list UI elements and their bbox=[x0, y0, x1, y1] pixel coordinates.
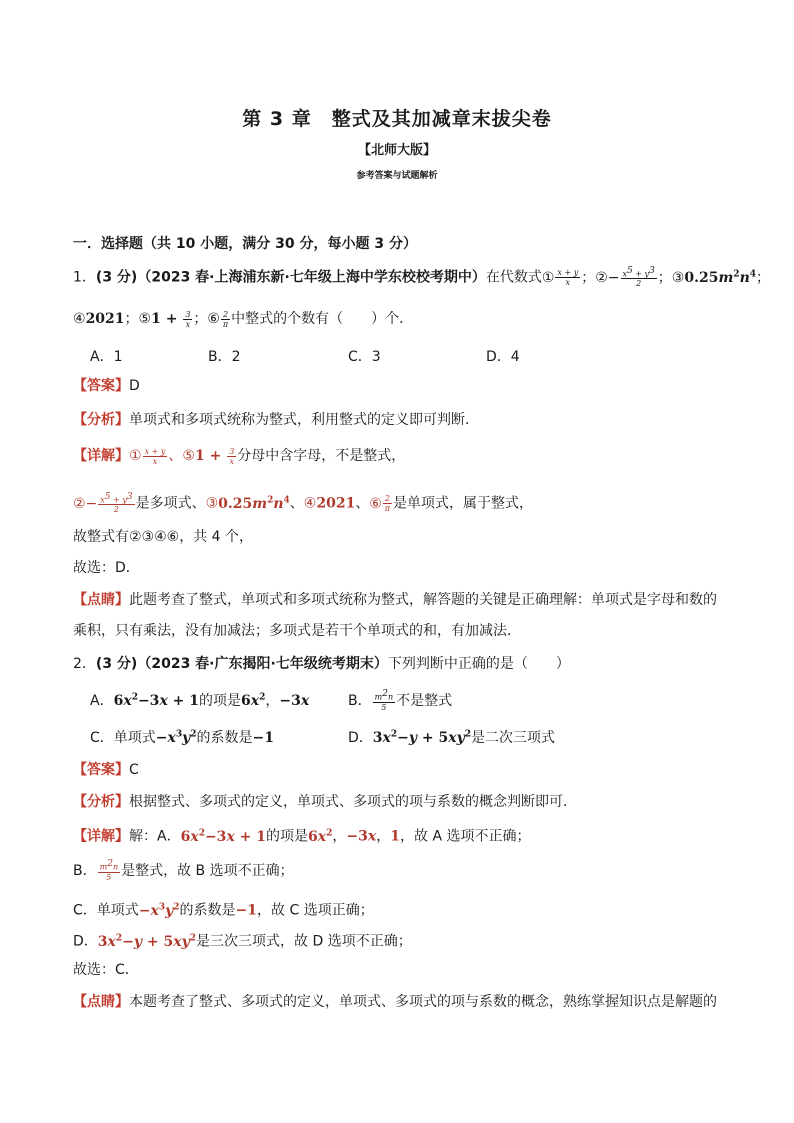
detail-expr: ① $\frac{x + y}{x}$ 、⑤1 + $\frac{3}{x}$ bbox=[129, 446, 235, 466]
stem-text: 在代数式 bbox=[485, 269, 542, 286]
comment-tag: 【点睛】 bbox=[73, 994, 129, 1010]
option-d: D．$3x^2-y + 5xy^2$是二次三项式 bbox=[348, 729, 556, 746]
comment-line-1 bbox=[73, 590, 717, 610]
comment-tag: 【点睛】 bbox=[73, 592, 129, 608]
answer-tag: 【答案】 bbox=[73, 762, 129, 778]
detail-line-b: B． $\frac{m^2n}{5}$ 是整式，故 B 选项不正确； bbox=[73, 859, 294, 882]
detail-line-c: C．单项式$-x^3y^2$的系数是−1，故 C 选项正确； bbox=[73, 902, 374, 919]
comment-line-2: 乘积，只有乘法，没有加减法；多项式是若干个单项式的和，有加减法． bbox=[73, 623, 521, 639]
edition-label: 【北师大版】 bbox=[357, 143, 436, 158]
question-source: （2023 春·广东揭阳·七年级统考期末） bbox=[137, 656, 388, 672]
detail-tag: 【详解】 bbox=[73, 448, 129, 464]
analysis-line bbox=[73, 410, 479, 430]
detail-text: 是单项式，属于整式， bbox=[392, 495, 533, 512]
question-number: 1． bbox=[73, 269, 96, 286]
option-b: B． $\frac{m^2n}{5}$ 不是整式 bbox=[348, 689, 453, 712]
option-c: C．单项式$-x^3y^2$的系数是−1 bbox=[90, 729, 275, 746]
option-a: A．$6x^2-3x + 1$的项是$6x^2$，−3x bbox=[90, 692, 310, 709]
stem-text: 下列判断中正确的是（ ） bbox=[387, 656, 570, 672]
question-source: （2023 春·上海浦东新·七年级上海中学东校校考期中） bbox=[137, 269, 486, 286]
comment-line bbox=[73, 992, 717, 1012]
question-2-stem bbox=[73, 654, 570, 674]
option-d: D．4 bbox=[486, 349, 520, 365]
expr-2: ④2021；⑤1 + $\frac{3}{x}$ ；⑥ $\frac{2}{\pi}$ bbox=[73, 309, 229, 329]
question-1-stem bbox=[73, 264, 770, 288]
answer-note: 参考答案与试题解析 bbox=[356, 171, 438, 181]
comment-text: 本题考查了整式、多项式的定义，单项式、多项式的项与系数的概念，熟练掌握知识点是解题的 bbox=[129, 994, 717, 1010]
detail-tag: 【详解】 bbox=[73, 828, 129, 845]
detail-line-e: 故选：C． bbox=[73, 962, 139, 978]
stem-text: 中整式的个数有（ ）个． bbox=[231, 311, 414, 327]
analysis-line bbox=[73, 792, 577, 812]
section-heading: 一．选择题（共 10 小题，满分 30 分，每小题 3 分） bbox=[73, 236, 417, 252]
answer-value: D bbox=[129, 378, 140, 394]
answer-tag: 【答案】 bbox=[73, 378, 129, 394]
expr-1: ① $\frac{x + y}{x}$ ；②− $\frac{x^5 + y^3}{2}$ ；$③0.25m^2n^4$； bbox=[541, 265, 771, 289]
option-b: B．2 bbox=[208, 349, 241, 365]
analysis-text: 单项式和多项式统称为整式，利用整式的定义即可判断． bbox=[129, 412, 479, 428]
detail-text: 分母中含字母，不是整式， bbox=[237, 448, 406, 464]
page-title: 第 3 章 整式及其加减章末拔尖卷 bbox=[242, 108, 552, 130]
question-score: (3 分) bbox=[95, 656, 138, 672]
detail-line-4: 故选：D． bbox=[73, 560, 140, 576]
detail-line-3: 故整式有②③④⑥，共 4 个， bbox=[73, 529, 254, 545]
detail-line-a: 【详解】解：A．$6x^2-3x + 1$的项是$6x^2$，−3x，1，故 A 选项不正确； bbox=[73, 828, 531, 845]
analysis-tag: 【分析】 bbox=[73, 412, 129, 428]
detail-expr: ②− $\frac{x^5 + y^3}{2}$ bbox=[73, 491, 133, 515]
detail-line-2: ②− $\frac{x^5 + y^3}{2}$ 是多项式、$③0.25m^2n^4$、④2021、⑥ $\frac{2}{\pi}$ 是单项式，属于整式， bbox=[73, 491, 533, 515]
option-a: A．1 bbox=[90, 349, 123, 365]
comment-text: 此题考查了整式，单项式和多项式统称为整式，解答题的关键是正确理解：单项式是字母和数的 bbox=[129, 592, 717, 608]
analysis-text: 根据整式、多项式的定义，单项式、多项式的项与系数的概念判断即可． bbox=[129, 794, 577, 810]
answer-value: C bbox=[129, 762, 139, 778]
question-score: (3 分) bbox=[95, 269, 138, 286]
analysis-tag: 【分析】 bbox=[73, 794, 129, 810]
detail-line-1 bbox=[73, 446, 405, 466]
option-c: C．3 bbox=[348, 349, 381, 365]
question-1-stem-cont bbox=[73, 309, 413, 329]
answer-line bbox=[73, 760, 139, 780]
detail-text: 是整式，故 B 选项不正确； bbox=[121, 862, 294, 879]
detail-line-d: D．$3x^2-y + 5xy^2$是三次三项式，故 D 选项不正确； bbox=[73, 933, 412, 950]
answer-line bbox=[73, 376, 140, 396]
question-number: 2． bbox=[73, 656, 96, 672]
